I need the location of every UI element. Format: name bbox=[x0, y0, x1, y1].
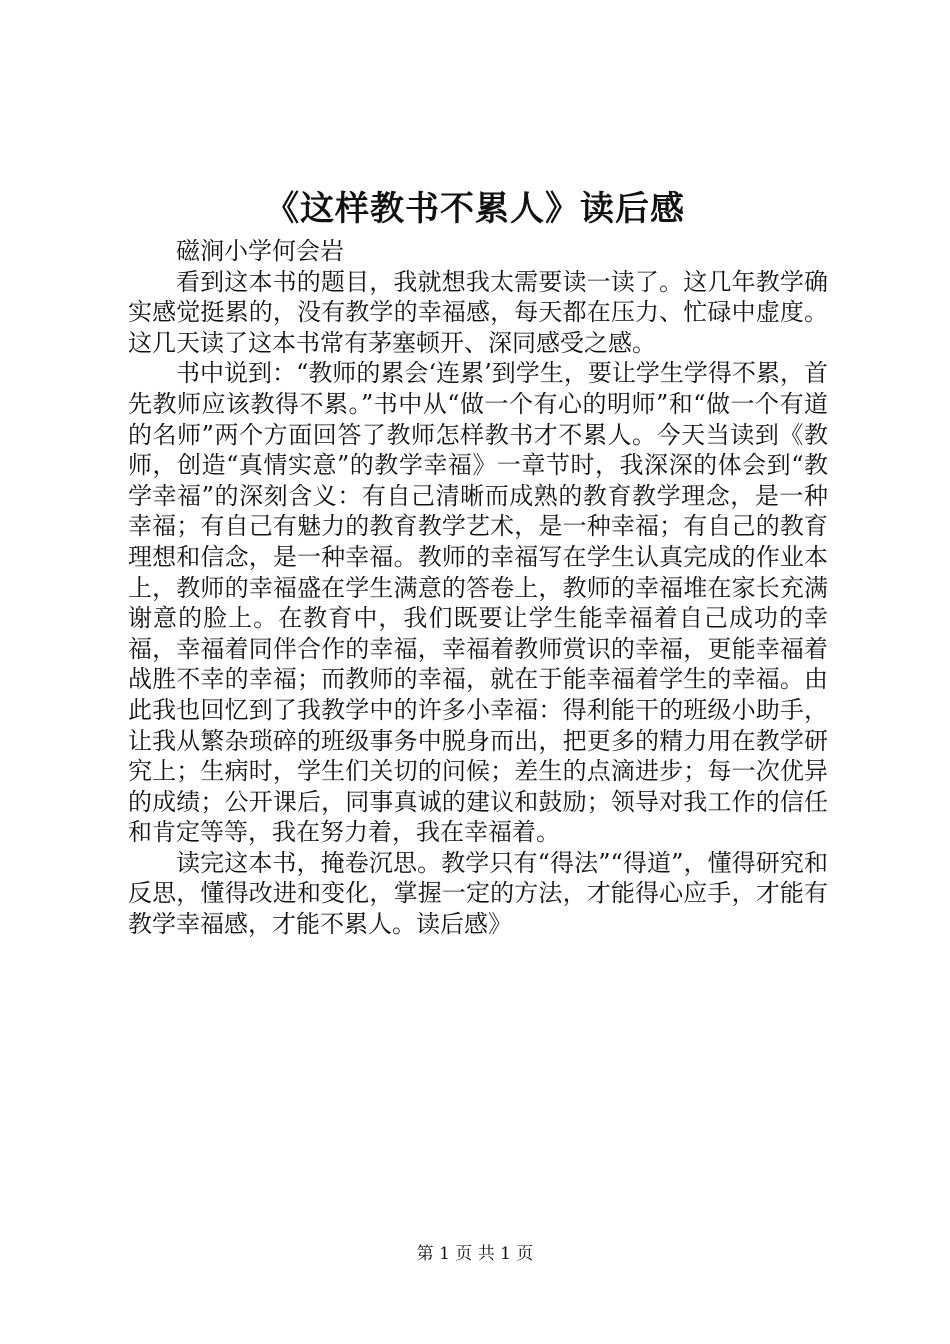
paragraph-2: 书中说到：“教师的累会‘连累’到学生，要让学生学得不累，首先教师应该教得不累。”书中从“做一个有心的明师”和“做一个有道的名师”两个方面回答了教师怎样教书才不累人。今天当读到《教师，创造“真情实意”的教学幸福》一章节时，我深深的体会到“教学幸福”的深刻含义：有自己清晰而成熟的教育教学理念，是一种幸福；有自己有魅力的教育教学艺术，是一种幸福；有自己的教育理想和信念，是一种幸福。教师的幸福写在学生认真完成的作业本上，教师的幸福盛在学生满意的答卷上，教师的幸福堆在家长充满谢意的脸上。在教育中，我们既要让学生能幸福着自己成功的幸福，幸福着同伴合作的幸福，幸福着教师赏识的幸福，更能幸福着战胜不幸的幸福；而教师的幸福，就在于能幸福着学生的幸福。由此我也回忆到了我教学中的许多小幸福：得利能干的班级小助手，让我从繁杂琐碎的班级事务中脱身而出，把更多的精力用在教学研究上；生病时，学生们关切的问候；差生的点滴进步；每一次优异的成绩；公开课后，同事真诚的建议和鼓励；领导对我工作的信任和肯定等等，我在努力着，我在幸福着。 bbox=[128, 359, 828, 847]
paragraph-1: 看到这本书的题目，我就想我太需要读一读了。这几年教学确实感觉挺累的，没有教学的幸福感，每天都在压力、忙碌中虚度。这几天读了这本书常有茅塞顿开、深同感受之感。 bbox=[128, 267, 828, 357]
page-footer: 第 1 页 共 1 页 bbox=[416, 1244, 534, 1264]
author-line: 磁涧小学何会岩 bbox=[176, 237, 344, 265]
document-body bbox=[128, 236, 828, 940]
document-title: 《这样教书不累人》读后感 bbox=[265, 189, 685, 229]
paragraph-3: 读完这本书，掩卷沉思。教学只有“得法”“得道”，懂得研究和反思，懂得改进和变化，掌握一定的方法，才能得心应手，才能有教学幸福感，才能不累人。读后感》 bbox=[128, 848, 828, 939]
